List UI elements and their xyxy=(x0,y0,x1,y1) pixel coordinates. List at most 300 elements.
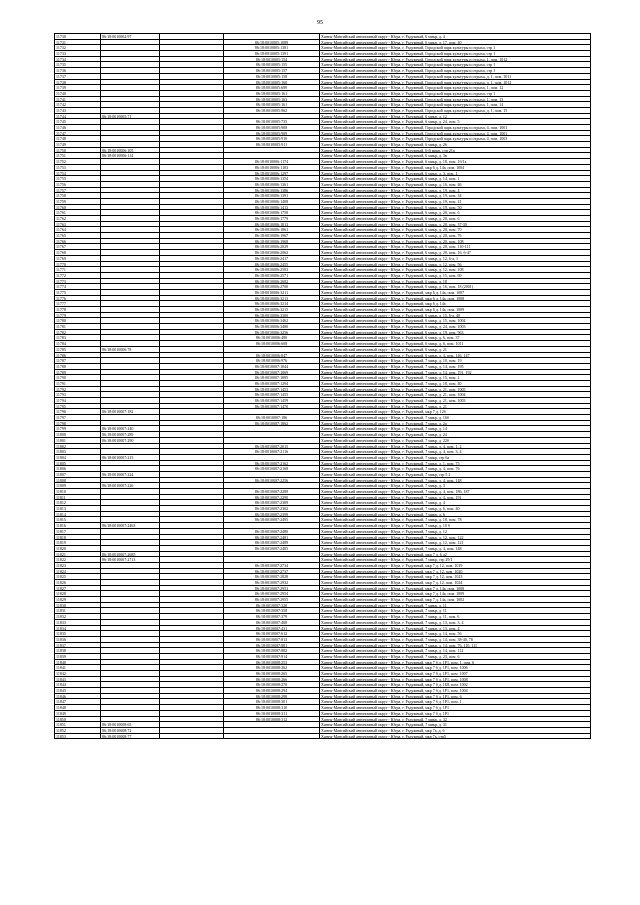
address: Ханты-Мансийский автономный округ - Югра, г. Радужный, 7 микр, д. 10 б xyxy=(320,523,591,528)
address: Ханты-Мансийский автономный округ - Югра, г. Радужный, 7 микр, д. 14, пом. 38-40, 78 xyxy=(320,637,591,642)
row-number: 11738 xyxy=(55,80,101,85)
row-number: 11782 xyxy=(55,330,101,335)
land-cadastral-number xyxy=(101,125,160,130)
premises-cadastral-number: 86:18:0010006:1174 xyxy=(224,159,320,164)
row-number: 11746 xyxy=(55,125,101,130)
building-cadastral-number xyxy=(160,597,224,602)
premises-cadastral-number: 86:18:0010005:735 xyxy=(224,119,320,124)
address: Ханты-Мансийский автономный округ - Югра, г. Радужный, 6 микр, д. 20, пом. 16, 6-47 xyxy=(320,250,591,255)
premises-cadastral-number: 86:18:0010007:1862 xyxy=(224,421,320,426)
premises-cadastral-number: 86:18:0010006:847 xyxy=(224,353,320,358)
building-cadastral-number xyxy=(160,495,224,500)
land-cadastral-number xyxy=(101,699,160,704)
row-number: 11841 xyxy=(55,665,101,670)
premises-cadastral-number: 86:18:0010006:1354 xyxy=(224,176,320,181)
row-number: 11835 xyxy=(55,631,101,636)
row-number: 11833 xyxy=(55,620,101,625)
building-cadastral-number xyxy=(160,341,224,346)
land-cadastral-number xyxy=(101,364,160,369)
building-cadastral-number xyxy=(160,671,224,676)
building-cadastral-number xyxy=(160,227,224,232)
land-cadastral-number xyxy=(101,574,160,579)
premises-cadastral-number: 86:18:0010008:262 xyxy=(224,665,320,670)
address: Ханты-Мансийский автономный округ - Югра, г. Радужный, 7 микр, д. 4, пом. 76 xyxy=(320,466,591,471)
row-number: 11840 xyxy=(55,660,101,665)
address: Ханты-Мансийский автономный округ - Югра, г. Радужный, 7 микр, д. 6 xyxy=(320,512,591,517)
land-cadastral-number xyxy=(101,591,160,596)
address: Ханты-Мансийский автономный округ - Югра, г. Радужный, 7 микр, д. 12, пом. 122 xyxy=(320,535,591,540)
address: Ханты-Мансийский автономный округ - Югра, г. Радужный, 6 микр, д. 24, пом. 1003 xyxy=(320,324,591,329)
building-cadastral-number xyxy=(160,188,224,193)
land-cadastral-number xyxy=(101,233,160,238)
land-cadastral-number xyxy=(101,244,160,249)
row-number: 11842 xyxy=(55,671,101,676)
premises-cadastral-number: 86:18:0010007:320 xyxy=(224,603,320,608)
land-cadastral-number xyxy=(101,341,160,346)
address: Ханты-Мансийский автономный округ - Югра, г. Радужный, Городской парк культуры и отдыха, 1, пом. 14 xyxy=(320,102,591,107)
land-cadastral-number xyxy=(101,182,160,187)
building-cadastral-number xyxy=(160,176,224,181)
address: Ханты-Мансийский автономный округ - Югра, г. Радужный, Городской парк культуры и отдыха, 4, пом. 1001 xyxy=(320,125,591,130)
premises-cadastral-number xyxy=(224,722,320,727)
row-number: 11781 xyxy=(55,324,101,329)
row-number: 11730 xyxy=(55,34,101,39)
building-cadastral-number xyxy=(160,557,224,562)
land-cadastral-number xyxy=(101,495,160,500)
address: Ханты-Мансийский автономный округ - Югра, г. Радужный, мкр 7 б д. 1Р1, пом. 1, пом. 6 xyxy=(320,660,591,665)
land-cadastral-number xyxy=(101,643,160,648)
row-number: 11749 xyxy=(55,142,101,147)
land-cadastral-number xyxy=(101,193,160,198)
row-number: 11816 xyxy=(55,523,101,528)
building-cadastral-number xyxy=(160,222,224,227)
land-cadastral-number: 86:18:0010006:78 xyxy=(101,347,160,352)
row-number: 11838 xyxy=(55,648,101,653)
premises-cadastral-number xyxy=(224,347,320,352)
premises-cadastral-number: 86:18:0010007:1455 xyxy=(224,392,320,397)
row-number: 11780 xyxy=(55,318,101,323)
address: Ханты-Мансийский автономный округ - Югра, г. Радужный, 7 микр, д. 23, пом. 6 xyxy=(320,654,591,659)
building-cadastral-number xyxy=(160,131,224,136)
premises-cadastral-number: 86:18:0010006:1386 xyxy=(224,188,320,193)
land-cadastral-number xyxy=(101,569,160,574)
row-number: 11759 xyxy=(55,199,101,204)
address: Ханты-Мансийский автономный округ - Югра, г. Радужный, мкр 6 д. 14а xyxy=(320,301,591,306)
premises-cadastral-number: 86:18:0010006:1361 xyxy=(224,182,320,187)
building-cadastral-number xyxy=(160,626,224,631)
address: Ханты-Мансийский автономный округ - Югра, г. Радужный, Городской парк культуры и отдыха, стр 1 xyxy=(320,91,591,96)
address: Ханты-Мансийский автономный округ - Югра, г. Радужный, 7 микр, д. 6, пом. 40 xyxy=(320,506,591,511)
row-number: 11798 xyxy=(55,421,101,426)
address: Ханты-Мансийский автономный округ - Югра, г. Радужный, мкр 7 д. 14а, пом. 1009 xyxy=(320,591,591,596)
land-cadastral-number xyxy=(101,444,160,449)
land-cadastral-number xyxy=(101,205,160,210)
land-cadastral-number xyxy=(101,290,160,295)
premises-cadastral-number: 86:18:0010007:1294 xyxy=(224,381,320,386)
building-cadastral-number xyxy=(160,734,224,739)
premises-cadastral-number: 86:18:0010008:311 xyxy=(224,711,320,716)
row-number: 11760 xyxy=(55,205,101,210)
row-number: 11852 xyxy=(55,728,101,733)
building-cadastral-number xyxy=(160,353,224,358)
building-cadastral-number xyxy=(160,449,224,454)
row-number: 11768 xyxy=(55,250,101,255)
address: Ханты-Мансийский автономный округ - Югра, г. Радужный, мкр 7 д. 12, пом. 1019 xyxy=(320,563,591,568)
land-cadastral-number xyxy=(101,694,160,699)
premises-cadastral-number: 86:18:0010006:2029 xyxy=(224,244,320,249)
land-cadastral-number xyxy=(101,102,160,107)
building-cadastral-number xyxy=(160,728,224,733)
row-number: 11744 xyxy=(55,114,101,119)
row-number: 11791 xyxy=(55,381,101,386)
row-number: 11812 xyxy=(55,500,101,505)
premises-cadastral-number: 86:18:0010007:2480 xyxy=(224,529,320,534)
premises-cadastral-number: 86:18:0010007:2289 xyxy=(224,489,320,494)
address: Ханты-Мансийский автономный округ - Югра, г. Радужный, 6 микр, д. 17, пом. 40 xyxy=(320,40,591,45)
row-number: 11758 xyxy=(55,193,101,198)
address: Ханты-Мансийский автономный округ - Югра, г. Радужный, 7 микр, д. 4 xyxy=(320,500,591,505)
building-cadastral-number xyxy=(160,500,224,505)
premises-cadastral-number xyxy=(224,557,320,562)
row-number: 11739 xyxy=(55,85,101,90)
row-number: 11804 xyxy=(55,455,101,460)
building-cadastral-number xyxy=(160,119,224,124)
row-number: 11830 xyxy=(55,603,101,608)
building-cadastral-number xyxy=(160,210,224,215)
premises-cadastral-number: 86:18:0010007:379 xyxy=(224,614,320,619)
land-cadastral-number xyxy=(101,421,160,426)
address: Ханты-Мансийский автономный округ - Югра, г. Радужный, мкр 7 б д. 1Р1, пом. 6 xyxy=(320,694,591,699)
premises-cadastral-number: 86:18:0010007:914 xyxy=(224,654,320,659)
address: Ханты-Мансийский автономный округ - Югра, г. Радужный, 6 микр, д. 20, пом. 110-111 xyxy=(320,244,591,249)
row-number: 11770 xyxy=(55,262,101,267)
land-cadastral-number xyxy=(101,142,160,147)
premises-cadastral-number: 86:18:0010005:161 xyxy=(224,91,320,96)
land-cadastral-number: 86:18:0010007:240 xyxy=(101,426,160,431)
land-cadastral-number xyxy=(101,631,160,636)
premises-cadastral-number: 86:18:0010006:1813 xyxy=(224,222,320,227)
address: Ханты-Мансийский автономный округ - Югра, г. Радужный, мкр 7 д. 12, пом. 1023 xyxy=(320,574,591,579)
premises-cadastral-number: 86:18:0010007:2932 xyxy=(224,580,320,585)
row-number: 11802 xyxy=(55,444,101,449)
address: Ханты-Мансийский автономный округ - Югра, г. Радужный, 6 микр, д. 16, пом. 46 xyxy=(320,182,591,187)
building-cadastral-number xyxy=(160,45,224,50)
row-number: 11821 xyxy=(55,552,101,557)
land-cadastral-number xyxy=(101,353,160,358)
building-cadastral-number xyxy=(160,267,224,272)
land-cadastral-number xyxy=(101,284,160,289)
premises-cadastral-number: 86:18:0010007:408 xyxy=(224,620,320,625)
row-number: 11844 xyxy=(55,682,101,687)
building-cadastral-number xyxy=(160,239,224,244)
building-cadastral-number xyxy=(160,335,224,340)
premises-cadastral-number: 86:18:0010007:2953 xyxy=(224,586,320,591)
address: Ханты-Мансийский автономный округ - Югра, г. Радужный, 6 микр, д. 15, пом. 1004 xyxy=(320,318,591,323)
land-cadastral-number: 86:18:0010007:289 xyxy=(101,432,160,437)
premises-cadastral-number: 86:18:0010005:909 xyxy=(224,131,320,136)
land-cadastral-number: 86:18:0010007:215 xyxy=(101,455,160,460)
address: Ханты-Мансийский автономный округ - Югра, г. Радужный, 7 микр, д. 18, пом. 40 xyxy=(320,381,591,386)
premises-cadastral-number: 86:18:0010006:2417 xyxy=(224,256,320,261)
building-cadastral-number xyxy=(160,711,224,716)
land-cadastral-number xyxy=(101,398,160,403)
building-cadastral-number xyxy=(160,392,224,397)
row-number: 11851 xyxy=(55,722,101,727)
building-cadastral-number xyxy=(160,620,224,625)
premises-cadastral-number: 86:18:0010006:608 xyxy=(224,341,320,346)
land-cadastral-number: 86:18:0010008:72 xyxy=(101,728,160,733)
land-cadastral-number: 86:18:0010008:65 xyxy=(101,722,160,727)
premises-cadastral-number: 86:18:0010007:2302 xyxy=(224,506,320,511)
land-cadastral-number xyxy=(101,626,160,631)
premises-cadastral-number: 86:18:0010007:186 xyxy=(224,415,320,420)
premises-cadastral-number: 86:18:0010007:2256 xyxy=(224,478,320,483)
land-cadastral-number xyxy=(101,62,160,67)
building-cadastral-number xyxy=(160,199,224,204)
building-cadastral-number xyxy=(160,125,224,130)
premises-cadastral-number: 86:18:0010007:2955 xyxy=(224,597,320,602)
building-cadastral-number xyxy=(160,62,224,67)
row-number: 11748 xyxy=(55,136,101,141)
address: Ханты-Мансийский автономный округ - Югра, г. Радужный, мкр 7 д. 6 д2 xyxy=(320,552,591,557)
address: Ханты-Мансийский автономный округ - Югра, г. Радужный, 7 микр, д. 21, пом. 1004 xyxy=(320,392,591,397)
address: Ханты-Мансийский автономный округ - Югра, г. Радужный, 6 микр, д. 24, пом. 5 xyxy=(320,119,591,124)
premises-cadastral-number xyxy=(224,114,320,119)
row-number: 11825 xyxy=(55,574,101,579)
address: Ханты-Мансийский автономный округ - Югра, г. Радужный, 7 микр, д. 10, пом. 19 xyxy=(320,358,591,363)
land-cadastral-number xyxy=(101,546,160,551)
premises-cadastral-number: 86:18:0010007:2399 xyxy=(224,512,320,517)
land-cadastral-number xyxy=(101,57,160,62)
premises-cadastral-number: 86:18:0010005:158 xyxy=(224,74,320,79)
land-cadastral-number xyxy=(101,535,160,540)
land-cadastral-number xyxy=(101,324,160,329)
address: Ханты-Мансийский автономный округ - Югра, г. Радужный, 7 микр, д. 4, пом. 1, 2 xyxy=(320,444,591,449)
row-number: 11774 xyxy=(55,284,101,289)
premises-cadastral-number xyxy=(224,153,320,158)
building-cadastral-number xyxy=(160,432,224,437)
address: Ханты-Мансийский автономный округ - Югра, г. Радужный, 7 микр, д. 24 xyxy=(320,432,591,437)
building-cadastral-number xyxy=(160,284,224,289)
row-number: 11853 xyxy=(55,734,101,739)
address: Ханты-Мансийский автономный округ - Югра, г. Радужный, 7 микр, д. 4, пом. 148 xyxy=(320,546,591,551)
building-cadastral-number xyxy=(160,97,224,102)
address: Ханты-Мансийский автономный округ - Югра, г. Радужный, 6-й микр, стр 21а xyxy=(320,148,591,153)
premises-cadastral-number: 86:18:0010007:2168 xyxy=(224,466,320,471)
premises-cadastral-number xyxy=(224,734,320,739)
address: Ханты-Мансийский автономный округ - Югра, г. Радужный, мкр 6 д. 14а, пом. 1009 xyxy=(320,307,591,312)
row-number: 11831 xyxy=(55,608,101,613)
land-cadastral-number xyxy=(101,91,160,96)
address: Ханты-Мансийский автономный округ - Югра, г. Радужный, Городской парк культуры и отдыха, 1, пом. 13 xyxy=(320,97,591,102)
building-cadastral-number xyxy=(160,233,224,238)
building-cadastral-number xyxy=(160,358,224,363)
row-number: 11820 xyxy=(55,546,101,551)
building-cadastral-number xyxy=(160,699,224,704)
row-number: 11839 xyxy=(55,654,101,659)
building-cadastral-number xyxy=(160,364,224,369)
row-number: 11778 xyxy=(55,307,101,312)
land-cadastral-number: 86:18:0010007:182 xyxy=(101,409,160,414)
land-cadastral-number xyxy=(101,500,160,505)
land-cadastral-number xyxy=(101,85,160,90)
building-cadastral-number xyxy=(160,614,224,619)
land-cadastral-number xyxy=(101,250,160,255)
building-cadastral-number xyxy=(160,694,224,699)
row-number: 11829 xyxy=(55,597,101,602)
address: Ханты-Мансийский автономный округ - Югра, г. Радужный, 7 микр, стр 6а xyxy=(320,455,591,460)
row-number: 11732 xyxy=(55,45,101,50)
premises-cadastral-number: 86:18:0010005:908 xyxy=(224,125,320,130)
land-cadastral-number: 86:18:0010002:97 xyxy=(101,34,160,39)
land-cadastral-number xyxy=(101,580,160,585)
address: Ханты-Мансийский автономный округ - Югра, г. Радужный, мкр 6 д. 14а, пом. 1004 xyxy=(320,165,591,170)
premises-cadastral-number: 86:18:0010007:2954 xyxy=(224,591,320,596)
building-cadastral-number xyxy=(160,540,224,545)
row-number: 11787 xyxy=(55,358,101,363)
building-cadastral-number xyxy=(160,318,224,323)
address: Ханты-Мансийский автономный округ - Югра, г. Радужный, 7 микр, стр 5 2 xyxy=(320,472,591,477)
building-cadastral-number xyxy=(160,102,224,107)
premises-cadastral-number xyxy=(224,472,320,477)
address: Ханты-Мансийский автономный округ - Югра, г. Радужный, 6 микр, д. 16, пом. 18 (2001) xyxy=(320,284,591,289)
premises-cadastral-number: 86:18:0010005:910 xyxy=(224,136,320,141)
row-number: 11763 xyxy=(55,222,101,227)
land-cadastral-number xyxy=(101,188,160,193)
building-cadastral-number xyxy=(160,330,224,335)
land-cadastral-number: 86:18:0010008:77 xyxy=(101,734,160,739)
premises-cadastral-number: 86:18:0010006:1391 xyxy=(224,193,320,198)
premises-cadastral-number: 86:18:0010008:265 xyxy=(224,671,320,676)
building-cadastral-number xyxy=(160,80,224,85)
premises-cadastral-number: 86:18:0010006:2503 xyxy=(224,267,320,272)
land-cadastral-number: 86:18:0010006:114 xyxy=(101,153,160,158)
building-cadastral-number xyxy=(160,182,224,187)
row-number: 11827 xyxy=(55,586,101,591)
premises-cadastral-number: 86:18:0010006:2571 xyxy=(224,273,320,278)
building-cadastral-number xyxy=(160,478,224,483)
row-number: 11761 xyxy=(55,210,101,215)
address: Ханты-Мансийский автономный округ - Югра, г. Радужный, 6 микр, д. 12, пом. 108 xyxy=(320,267,591,272)
building-cadastral-number xyxy=(160,455,224,460)
premises-cadastral-number: 86:18:0010007:2828 xyxy=(224,574,320,579)
land-cadastral-number xyxy=(101,74,160,79)
row-number: 11828 xyxy=(55,591,101,596)
address: Ханты-Мансийский автономный округ - Югра, г. Радужный, мкр 7 б д. 1Р1, пом. 1006 xyxy=(320,665,591,670)
row-number: 11792 xyxy=(55,387,101,392)
row-number: 11796 xyxy=(55,409,101,414)
premises-cadastral-number: 86:18:0010006:1861 xyxy=(224,227,320,232)
premises-cadastral-number: 86:18:0010006:3480 xyxy=(224,324,320,329)
land-cadastral-number xyxy=(101,279,160,284)
premises-cadastral-number: 86:18:0010006:1758 xyxy=(224,210,320,215)
land-cadastral-number xyxy=(101,608,160,613)
address: Ханты-Мансийский автономный округ - Югра, г. Радужный, Городской парк культуры и отдыха, стр 1 xyxy=(320,62,591,67)
address: Ханты-Мансийский автономный округ - Югра, г. Радужный, мкр 7 б д. 1Р1, пом. 1 xyxy=(320,699,591,704)
address: Ханты-Мансийский автономный округ - Югра, г. Радужный, Городской парк культуры и отдыха, 4, пом. 1003 xyxy=(320,136,591,141)
address: Ханты-Мансийский автономный округ - Югра, г. Радужный, 7 микр, д. 16б xyxy=(320,415,591,420)
building-cadastral-number xyxy=(160,517,224,522)
premises-cadastral-number: 86:18:0010006:480 xyxy=(224,335,320,340)
land-cadastral-number xyxy=(101,307,160,312)
land-cadastral-number xyxy=(101,387,160,392)
row-number: 11785 xyxy=(55,347,101,352)
address: Ханты-Мансийский автономный округ - Югра, г. Радужный, Городской парк культуры и отдыха, д. 1, пом. 1011 xyxy=(320,74,591,79)
row-number: 11737 xyxy=(55,74,101,79)
building-cadastral-number xyxy=(160,489,224,494)
land-cadastral-number xyxy=(101,97,160,102)
building-cadastral-number xyxy=(160,148,224,153)
building-cadastral-number xyxy=(160,438,224,443)
building-cadastral-number xyxy=(160,654,224,659)
premises-cadastral-number: 86:18:0010007:2734 xyxy=(224,563,320,568)
land-cadastral-number xyxy=(101,375,160,380)
premises-cadastral-number: 86:18:0010007:881 xyxy=(224,643,320,648)
row-number: 11772 xyxy=(55,273,101,278)
premises-cadastral-number xyxy=(224,34,320,39)
address: Ханты-Мансийский автономный округ - Югра, г. Радужный, 7 микр, д. 13, пом. 3, 4 xyxy=(320,620,591,625)
land-cadastral-number xyxy=(101,637,160,642)
address: Ханты-Мансийский автономный округ - Югра, г. Радужный, 7 микр, д. 14, пом. 112 xyxy=(320,648,591,653)
building-cadastral-number xyxy=(160,466,224,471)
building-cadastral-number xyxy=(160,51,224,56)
building-cadastral-number xyxy=(160,136,224,141)
row-number: 11848 xyxy=(55,705,101,710)
row-number: 11742 xyxy=(55,102,101,107)
row-number: 11745 xyxy=(55,119,101,124)
building-cadastral-number xyxy=(160,193,224,198)
premises-cadastral-number: 86:18:0010005:1089 xyxy=(224,40,320,45)
building-cadastral-number xyxy=(160,421,224,426)
address: Ханты-Мансийский автономный округ - Югра, г. Радужный, 7 микр, д. 21, пом. 1005 xyxy=(320,387,591,392)
address: Ханты-Мансийский автономный округ - Югра, г. Радужный, Городской парк культуры и отдыха, 4, пом. 1001 xyxy=(320,131,591,136)
address: Ханты-Мансийский автономный округ - Югра, г. Радужный, 6 микр, д. 26 xyxy=(320,142,591,147)
building-cadastral-number xyxy=(160,569,224,574)
building-cadastral-number xyxy=(160,580,224,585)
premises-cadastral-number: 86:18:0010007:1470 xyxy=(224,404,320,409)
land-cadastral-number xyxy=(101,296,160,301)
building-cadastral-number xyxy=(160,114,224,119)
address: Ханты-Мансийский автономный округ - Югра, г. Радужный, 6 микр, д. 20, пом. 37-39 xyxy=(320,222,591,227)
address: Ханты-Мансийский автономный округ - Югра, г. Радужный, 6 микр, д. 18, пом. 1б/1а xyxy=(320,159,591,164)
address: Ханты-Мансийский автономный округ - Югра, г. Радужный, 7 микр, д. 4, пом. 186, 187 xyxy=(320,489,591,494)
premises-cadastral-number: 86:18:0010006:3300 xyxy=(224,313,320,318)
address: Ханты-Мансийский автономный округ - Югра, г. Радужный, 6 микр, д. 20, пом. 76 xyxy=(320,233,591,238)
row-number: 11766 xyxy=(55,239,101,244)
row-number: 11743 xyxy=(55,108,101,113)
building-cadastral-number xyxy=(160,648,224,653)
premises-cadastral-number xyxy=(224,455,320,460)
row-number: 11741 xyxy=(55,97,101,102)
building-cadastral-number xyxy=(160,108,224,113)
land-cadastral-number xyxy=(101,648,160,653)
building-cadastral-number xyxy=(160,552,224,557)
premises-cadastral-number: 86:18:0010006:3211 xyxy=(224,290,320,295)
land-cadastral-number xyxy=(101,529,160,534)
address: Ханты-Мансийский автономный округ - Югра, г. Радужный, мкр 7а, стр5 xyxy=(320,734,591,739)
land-cadastral-number xyxy=(101,40,160,45)
row-number: 11834 xyxy=(55,626,101,631)
land-cadastral-number: 86:18:0010007:224 xyxy=(101,472,160,477)
land-cadastral-number xyxy=(101,136,160,141)
address: Ханты-Мансийский автономный округ - Югра, г. Радужный, 6 микр, д. 3, пом. 1 xyxy=(320,171,591,176)
premises-cadastral-number: 86:18:0010007:2290 xyxy=(224,495,320,500)
land-cadastral-number xyxy=(101,665,160,670)
land-cadastral-number xyxy=(101,717,160,722)
row-number: 11824 xyxy=(55,569,101,574)
land-cadastral-number xyxy=(101,688,160,693)
land-cadastral-number xyxy=(101,682,160,687)
